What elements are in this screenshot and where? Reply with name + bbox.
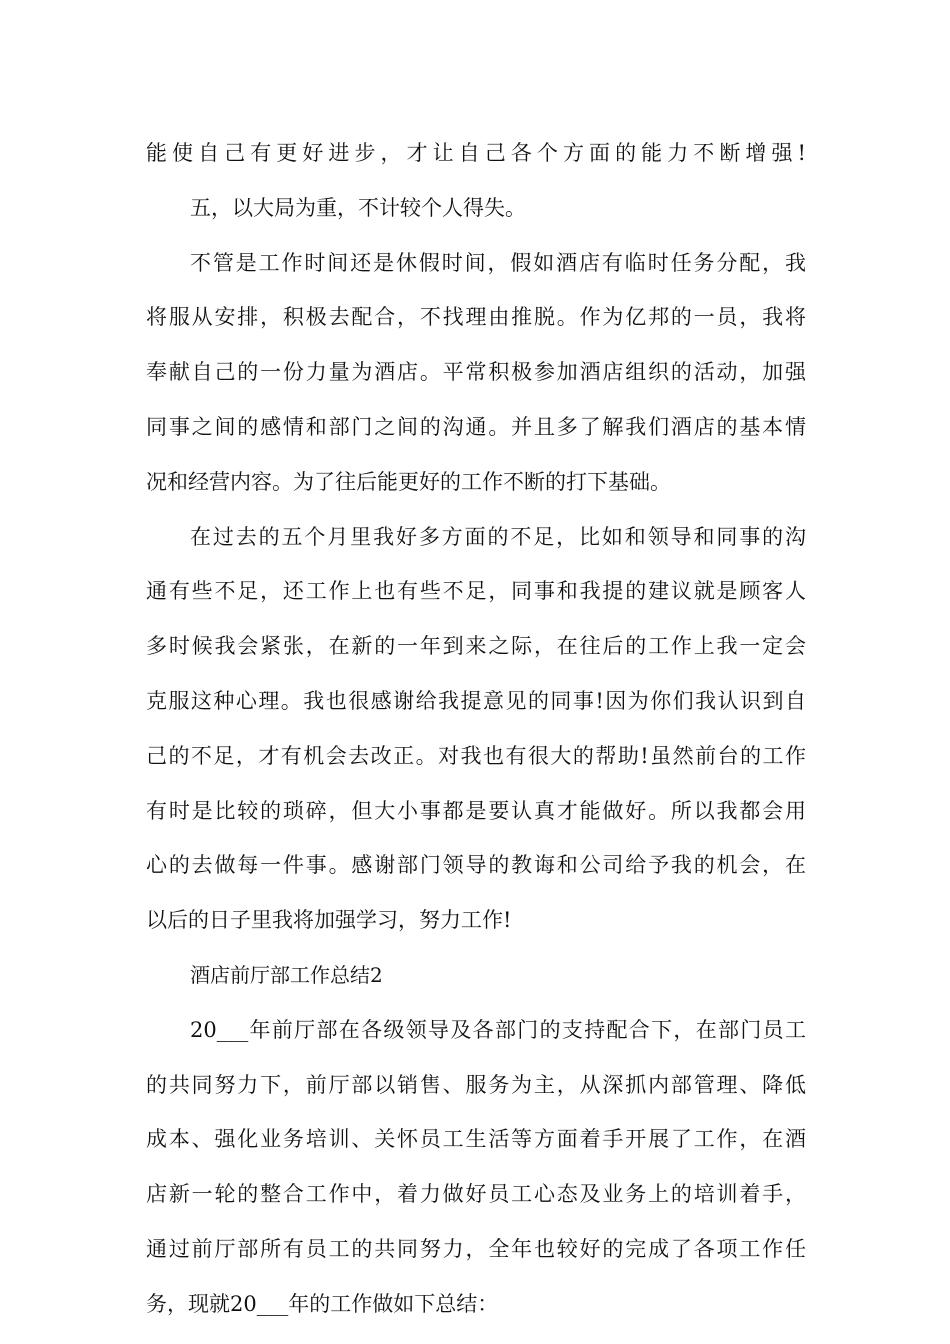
text-line: 以后的日子里我将加强学习，努力工作! bbox=[146, 908, 512, 933]
text-line: 通过前厅部所有员工的共同努力，全年也较好的完成了各项工作任 bbox=[146, 1236, 806, 1261]
text-line: 有时是比较的琐碎，但大小事都是要认真才能做好。所以我都会用 bbox=[146, 798, 806, 823]
text-line: 奉献自己的一份力量为酒店。平常积极参加酒店组织的活动，加强 bbox=[146, 360, 806, 385]
text-line: 同事之间的感情和部门之间的沟通。并且多了解我们酒店的基本情 bbox=[146, 414, 806, 439]
document-heading: 酒店前厅部工作总结2 bbox=[190, 962, 383, 987]
text-line: 克服这种心理。我也很感谢给我提意见的同事!因为你们我认识到自 bbox=[146, 688, 806, 713]
text-line: 成本、强化业务培训、关怀员工生活等方面着手开展了工作，在酒 bbox=[146, 1127, 806, 1152]
text-line: 况和经营内容。为了往后能更好的工作不断的打下基础。 bbox=[146, 469, 671, 494]
text-line: 将服从安排，积极去配合，不找理由推脱。作为亿邦的一员，我将 bbox=[146, 305, 806, 330]
text-line: 店新一轮的整合工作中，着力做好员工心态及业务上的培训着手， bbox=[146, 1182, 806, 1207]
section-heading: 五，以大局为重，不计较个人得失。 bbox=[190, 195, 526, 220]
text-line: 在过去的五个月里我好多方面的不足，比如和领导和同事的沟 bbox=[190, 524, 806, 549]
text-line: 心的去做每一件事。感谢部门领导的教诲和公司给予我的机会，在 bbox=[146, 853, 806, 878]
text-line: 通有些不足，还工作上也有些不足，同事和我提的建议就是顾客人 bbox=[146, 579, 806, 604]
text-line: 己的不足，才有机会去改正。对我也有很大的帮助!虽然前台的工作 bbox=[146, 743, 806, 768]
text-line: 务，现就20___年的工作做如下总结： bbox=[146, 1291, 499, 1316]
text-line: 20___年前厅部在各级领导及各部门的支持配合下，在部门员工 bbox=[190, 1017, 806, 1042]
document-body bbox=[146, 126, 806, 1332]
text-line: 的共同努力下，前厅部以销售、服务为主，从深抓内部管理、降低 bbox=[146, 1072, 806, 1097]
text-line: 不管是工作时间还是休假时间，假如酒店有临时任务分配，我 bbox=[190, 250, 806, 275]
text-line: 能使自己有更好进步，才让自己各个方面的能力不断增强! bbox=[146, 141, 806, 165]
text-line: 多时候我会紧张，在新的一年到来之际，在往后的工作上我一定会 bbox=[146, 634, 806, 659]
